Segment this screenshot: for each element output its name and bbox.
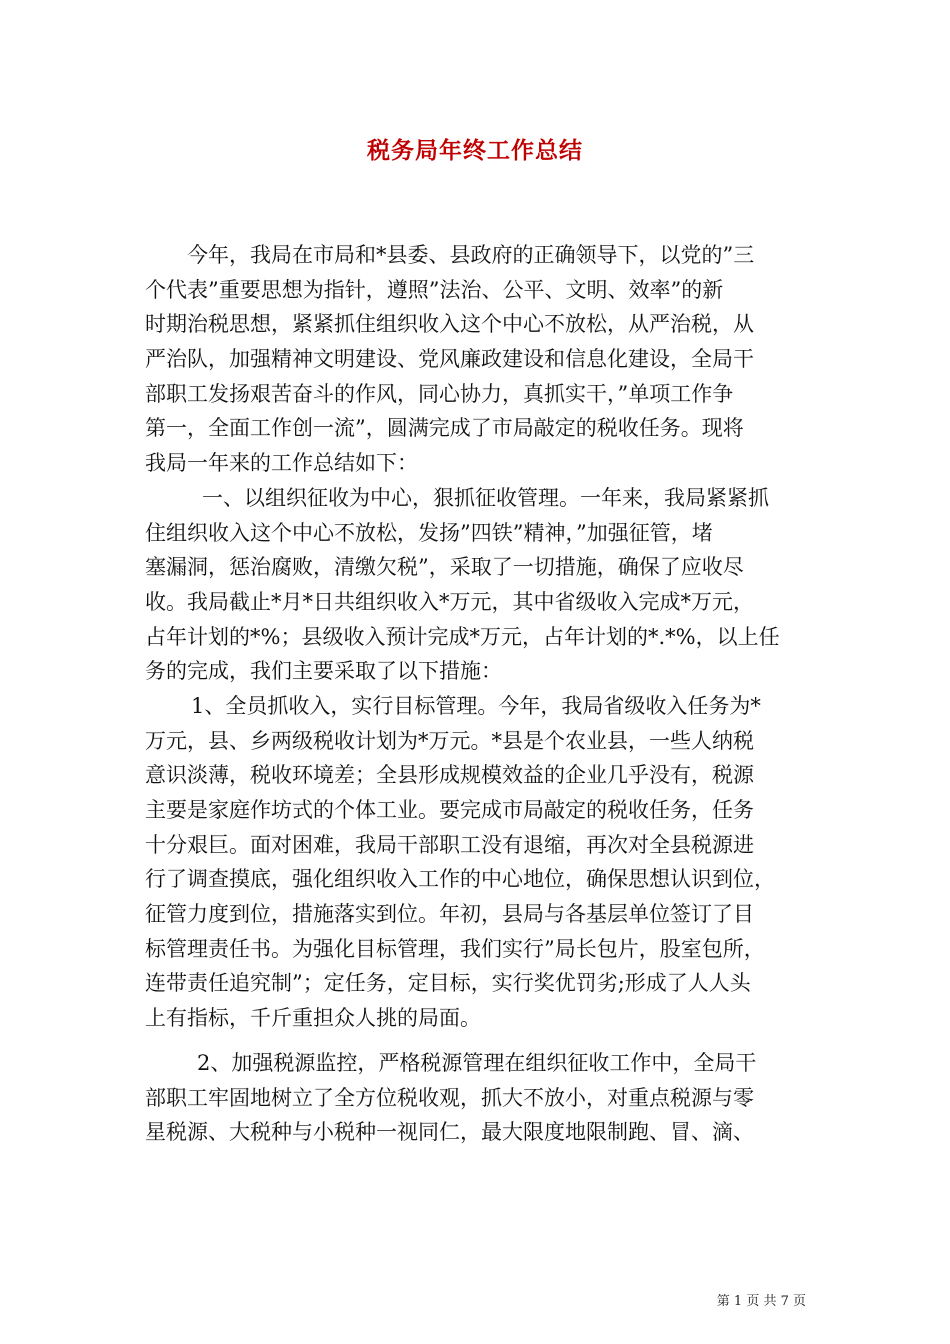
text-line: 上有指标，千斤重担众人挑的局面。 xyxy=(145,1006,481,1031)
paragraph-measure-two xyxy=(145,1046,809,1150)
paragraph-intro xyxy=(145,238,809,481)
text-line: 部职工发扬艰苦奋斗的作风，同心协力，真抓实干，”单项工作争 xyxy=(145,381,734,406)
text-line: 住组织收入这个中心不放松，发扬”四铁”精神，”加强征管，堵 xyxy=(145,520,713,545)
text-line: 2、加强税源监控，严格税源管理在组织征收工作中，全局干 xyxy=(197,1050,757,1075)
text-line: 征管力度到位，措施落实到位。年初，县局与各基层单位签订了目 xyxy=(145,902,754,927)
text-line: 严治队，加强精神文明建设、党风廉政建设和信息化建设，全局干 xyxy=(145,347,754,372)
text-line: 塞漏洞，惩治腐败，清缴欠税”，采取了一切措施，确保了应收尽 xyxy=(145,555,744,580)
paragraph-measure-one xyxy=(145,689,809,1036)
text-line: 万元，县、乡两级税收计划为*万元。*县是个农业县，一些人纳税 xyxy=(145,728,754,753)
text-line: 星税源、大税种与小税种一视同仁，最大限度地限制跑、冒、滴、 xyxy=(145,1120,754,1145)
text-line: 第一，全面工作创一流”，圆满完成了市局敲定的税收任务。现将 xyxy=(145,416,744,441)
page-title: 税务局年终工作总结 xyxy=(367,137,583,164)
text-line: 时期治税思想，紧紧抓住组织收入这个中心不放松，从严治税，从 xyxy=(145,312,754,337)
text-line: 收。我局截止*月*日共组织收入*万元，其中省级收入完成*万元， xyxy=(145,589,754,614)
text-line: 意识淡薄，税收环境差；全县形成规模效益的企业几乎没有，税源 xyxy=(145,763,754,788)
text-line: 连带责任追究制”；定任务，定目标，实行奖优罚劣;形成了人人头 xyxy=(145,971,751,996)
text-line: 我局一年来的工作总结如下： xyxy=(145,451,418,476)
text-line: 占年计划的*%；县级收入预计完成*万元，占年计划的*.*%，以上任 xyxy=(145,624,780,649)
text-line: 主要是家庭作坊式的个体工业。要完成市局敲定的税收任务，任务 xyxy=(145,798,754,822)
text-line: 部职工牢固地树立了全方位税收观，抓大不放小，对重点税源与零 xyxy=(145,1085,754,1110)
text-line: 个代表”重要思想为指针，遵照”法治、公平、文明、效率”的新 xyxy=(145,277,724,302)
text-line: 务的完成，我们主要采取了以下措施： xyxy=(145,659,502,684)
text-line: 十分艰巨。面对困难，我局干部职工没有退缩，再次对全县税源进 xyxy=(145,832,754,857)
page-number-footer: 第 1 页 共 7 页 xyxy=(716,1294,806,1309)
text-line: 1、全员抓收入，实行目标管理。今年，我局省级收入任务为* xyxy=(191,693,761,718)
text-line: 行了调查摸底，强化组织收入工作的中心地位，确保思想认识到位， xyxy=(145,867,775,892)
paragraph-section-one xyxy=(145,481,809,689)
paragraph-spacer xyxy=(145,1036,809,1046)
text-line: 今年，我局在市局和*县委、县政府的正确领导下，以党的”三 xyxy=(187,243,755,267)
text-line: 一、以组织征收为中心，狠抓征收管理。一年来，我局紧紧抓 xyxy=(202,485,769,510)
document-body xyxy=(145,238,809,1150)
text-line: 标管理责任书。为强化目标管理，我们实行”局长包片，股室包所， xyxy=(145,936,765,961)
